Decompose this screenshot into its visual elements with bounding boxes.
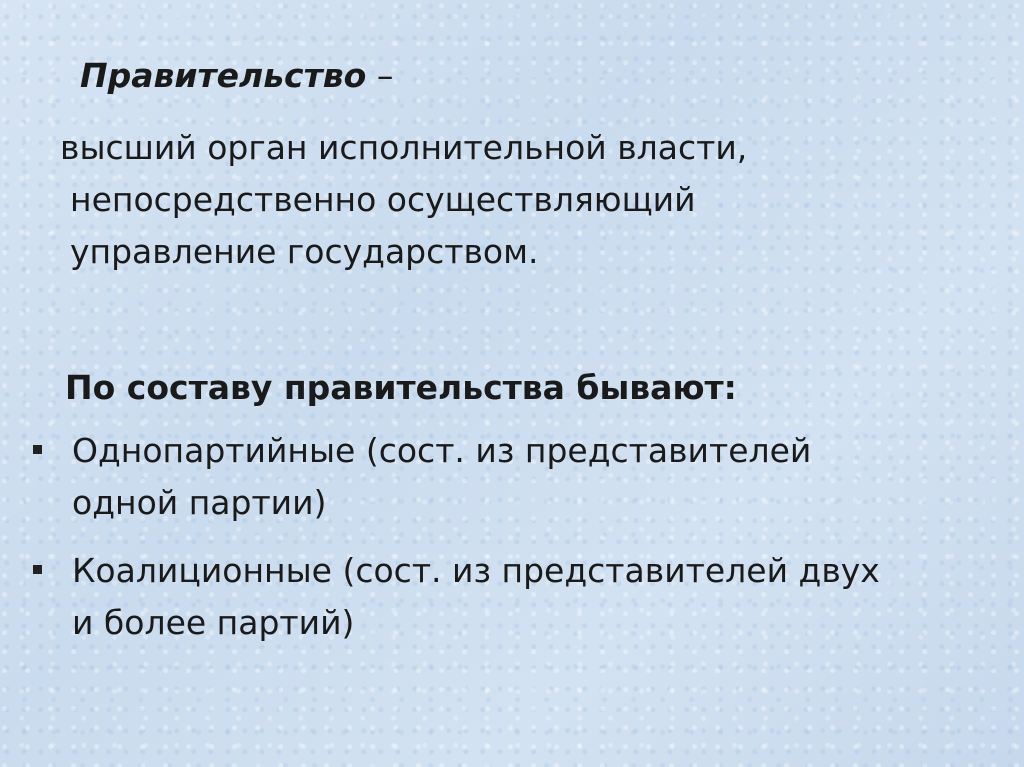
list-item-line: одной партии) [72, 483, 327, 522]
composition-list [30, 425, 990, 665]
definition-dash: – [376, 56, 394, 95]
list-item-line: Коалиционные (сост. из представителей двух [72, 551, 880, 590]
definition-title [80, 50, 393, 102]
definition-line: высший орган исполнительной власти, [60, 128, 748, 167]
square-bullet-icon [33, 445, 42, 454]
composition-heading: По составу правительства бывают: [65, 368, 737, 407]
list-item-line: Однопартийные (сост. из представителей [72, 431, 812, 470]
list-item-line: и более партий) [72, 603, 355, 642]
definition-line: управление государством. [70, 232, 539, 271]
definition-text [60, 122, 990, 278]
list-item-single-party [30, 425, 990, 529]
definition-term: Правительство [80, 56, 367, 95]
square-bullet-icon [33, 565, 42, 574]
list-item-coalition [30, 545, 990, 649]
definition-line: непосредственно осуществляющий [70, 180, 696, 219]
